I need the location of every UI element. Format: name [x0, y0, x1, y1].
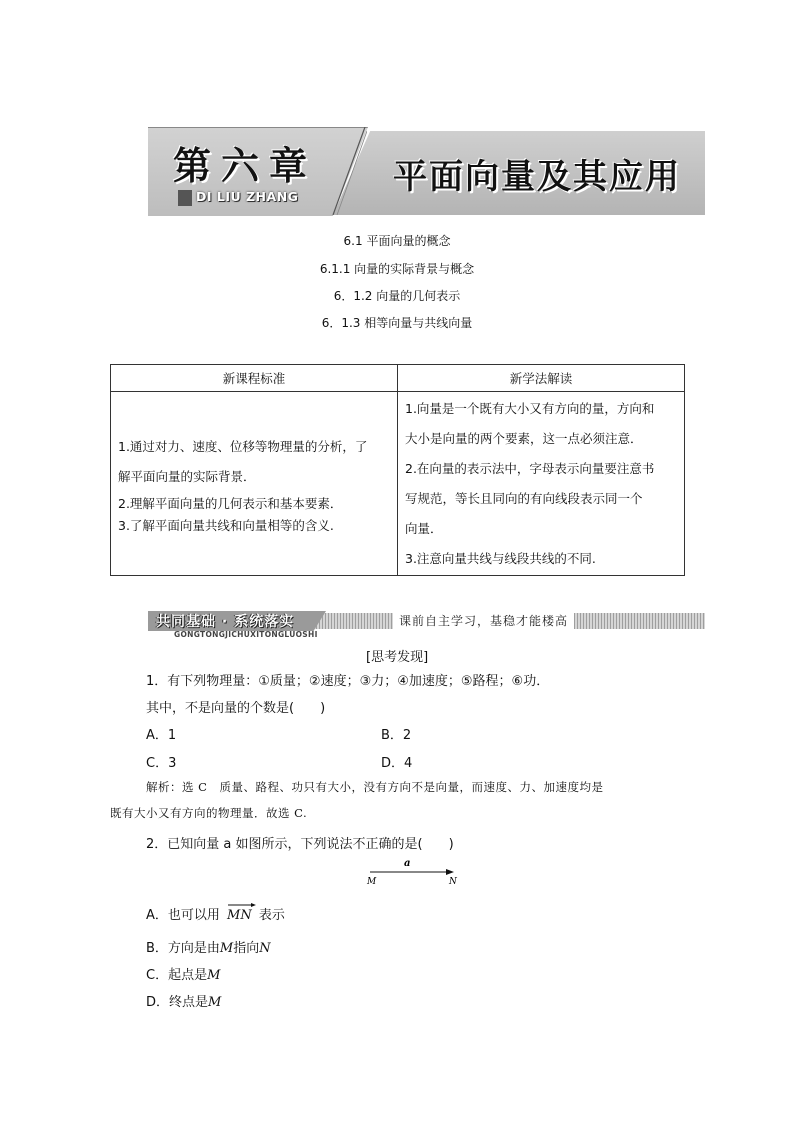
section-heading-6-1-2: 6．1.2 向量的几何表示	[333, 289, 461, 303]
standards-table	[110, 364, 685, 576]
section-heading-6-1: 6.1 平面向量的概念	[343, 234, 451, 248]
method-line: 3.注意向量共线与线段共线的不同.	[405, 550, 596, 566]
q1-solution-line2: 既有大小又有方向的物理量．故选 C.	[110, 806, 308, 820]
point-m: M	[208, 995, 222, 1010]
q1-ask: 其中，不是向量的个数是( )	[146, 701, 326, 716]
chapter-title: 第六章	[173, 144, 318, 188]
q2-stem: 2．已知向量 a 如图所示，下列说法不正确的是( )	[146, 837, 454, 852]
standard-cell	[111, 392, 398, 576]
q2-option-d-prefix: D．终点是	[146, 995, 209, 1010]
q1-option-a: A．1	[146, 728, 177, 743]
chapter-banner	[148, 127, 705, 215]
q2-option-c	[146, 964, 220, 983]
point-n-label: N	[449, 877, 457, 887]
standard-line: 2.理解平面向量的几何表示和基本要素．	[118, 495, 343, 511]
table-header-row	[111, 365, 685, 392]
q2-option-a-suffix: 表示	[258, 908, 285, 923]
q1-option-c: C．3	[146, 756, 177, 771]
standard-line: 3.了解平面向量共线和向量相等的含义.	[118, 517, 334, 533]
q1-solution-line1: 解析：选 C 质量、路程、功只有大小，没有方向不是向量，而速度、力、加速度均是	[146, 780, 604, 794]
q1-option-d: D．4	[381, 756, 413, 771]
q1-option-b: B．2	[381, 728, 412, 743]
method-line: 写规范，等长且同向的有向线段表示同一个	[405, 490, 643, 506]
section-heading-6-1-1: 6.1.1 向量的实际背景与概念	[319, 262, 475, 276]
method-line: 向量．	[405, 520, 443, 536]
banner-slash-divider	[323, 127, 367, 215]
section-bar-title: 共同基础 · 系统落实	[156, 614, 295, 630]
chapter-subject: 平面向量及其应用	[393, 157, 681, 197]
point-m: M	[219, 941, 234, 956]
q2-option-a-prefix: A．也可以用	[146, 908, 220, 923]
vector-mn	[227, 908, 252, 923]
vector-arrowhead	[446, 869, 454, 875]
vector-arrow-icon	[227, 901, 257, 909]
point-m-label: M	[367, 877, 377, 887]
vector-figure	[362, 855, 462, 887]
section-heading-6-1-3: 6．1.3 相等向量与共线向量	[321, 316, 473, 330]
method-cell	[398, 392, 685, 576]
method-line: 1.向量是一个既有大小又有方向的量，方向和	[405, 400, 655, 416]
q2-option-a	[146, 904, 285, 923]
subheading-think: [思考发现]	[366, 650, 429, 665]
section-bar-slogan: 课前自主学习，基稳才能楼高	[393, 612, 574, 629]
q2-option-b-prefix: B．方向是由	[146, 941, 220, 956]
method-line: 大小是向量的两个要素，这一点必须注意．	[405, 430, 643, 446]
header-new-method: 新学法解读	[398, 365, 685, 392]
table-row	[111, 392, 685, 576]
section-bar-pinyin: GONGTONGJICHUXITONGLUOSHI	[174, 630, 318, 639]
section-bar	[148, 609, 705, 637]
header-new-standard: 新课程标准	[111, 365, 398, 392]
q2-option-d	[146, 991, 221, 1010]
point-m: M	[207, 968, 221, 983]
method-line: 2.在向量的表示法中，字母表示向量要注意书	[405, 460, 655, 476]
standard-line: 解平面向量的实际背景．	[118, 468, 256, 484]
q1-stem: 1．有下列物理量：①质量；②速度；③力；④加速度；⑤路程；⑥功．	[146, 674, 550, 689]
pinyin-marker	[178, 190, 192, 206]
point-n: N	[259, 941, 271, 956]
standard-line: 1.通过对力、速度、位移等物理量的分析，了	[118, 438, 368, 454]
vector-mn-text: MN	[227, 908, 252, 923]
q2-option-b	[146, 937, 271, 956]
chapter-pinyin-tag	[178, 189, 328, 207]
vector-label: a	[404, 858, 411, 869]
chapter-pinyin: DI LIU ZHANG	[196, 189, 299, 204]
q2-option-c-prefix: C．起点是	[146, 968, 208, 983]
q2-option-b-mid: 指向	[233, 941, 260, 956]
